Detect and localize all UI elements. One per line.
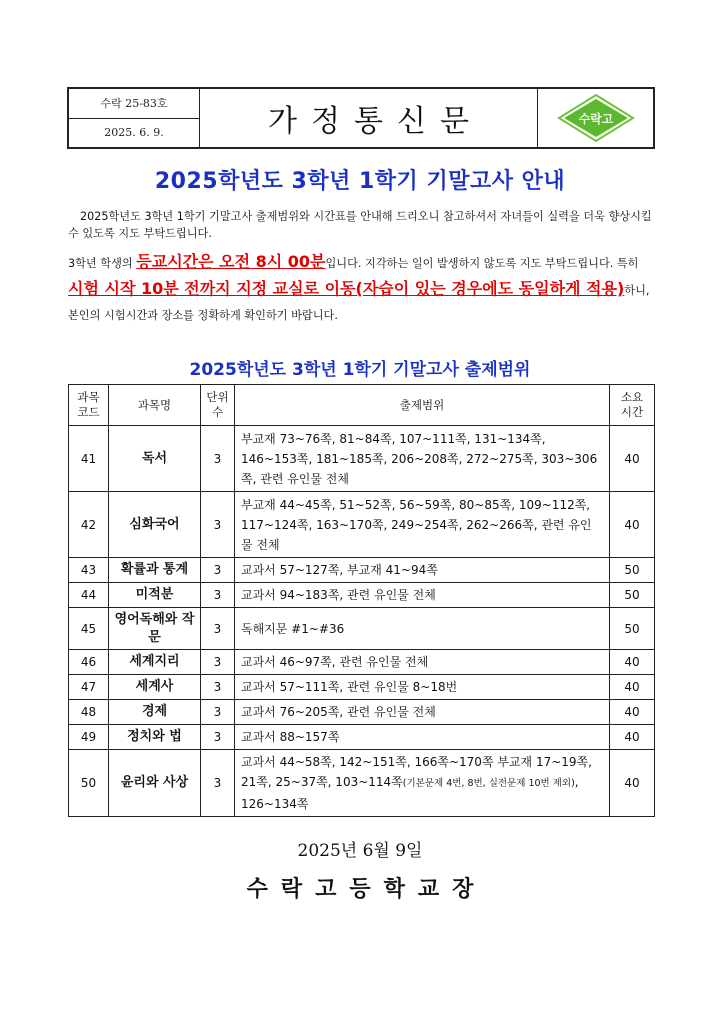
- school-logo: [538, 89, 653, 147]
- subject-code: 48: [69, 700, 109, 725]
- table-row: [69, 558, 655, 583]
- subject-code: 46: [69, 650, 109, 675]
- subject-name: 세계사: [109, 675, 201, 700]
- exam-range-text: 부교재 73~76쪽, 81~84쪽, 107~111쪽, 131~134쪽, 146~153쪽, 181~185쪽, 206~208쪽, 272~275쪽, 303~306쪽, 관련 유인물 전체: [241, 431, 598, 486]
- header-subject: 과목명: [109, 385, 201, 426]
- subject-code: 43: [69, 558, 109, 583]
- exam-duration: 50: [610, 608, 655, 650]
- subject-units: 3: [201, 750, 235, 817]
- notice-text-1: 3학년 학생의: [68, 257, 137, 270]
- table-row: [69, 492, 655, 558]
- document-header: [67, 87, 655, 149]
- table-row: [69, 650, 655, 675]
- exam-range: [235, 650, 610, 675]
- exam-duration: 50: [610, 558, 655, 583]
- exam-range: [235, 700, 610, 725]
- school-logo-icon: [557, 93, 635, 143]
- subject-code: 44: [69, 583, 109, 608]
- exam-range: [235, 426, 610, 492]
- subject-name: 영어독해와 작문: [109, 608, 201, 650]
- exam-range: [235, 750, 610, 817]
- subject-name: 윤리와 사상: [109, 750, 201, 817]
- subject-name: 확률과 통계: [109, 558, 201, 583]
- exam-duration: 40: [610, 675, 655, 700]
- principal-signature: 수락고등학교장: [246, 876, 487, 902]
- subject-units: 3: [201, 558, 235, 583]
- exam-duration: 40: [610, 492, 655, 558]
- logo-text: 수락고: [578, 112, 613, 126]
- subject-units: 3: [201, 700, 235, 725]
- table-row: [69, 426, 655, 492]
- subject-units: 3: [201, 725, 235, 750]
- issue-number: 수락 25-83호: [69, 89, 199, 119]
- exam-range: [235, 558, 610, 583]
- exam-range-text: 교과서 88~157쪽: [241, 730, 340, 744]
- subject-units: 3: [201, 492, 235, 558]
- notice-text-2: 입니다. 지각하는 일이 발생하지 않도록 지도 부탁드립니다. 특히: [325, 257, 639, 270]
- notice-paragraph: [68, 249, 656, 328]
- subject-code: 41: [69, 426, 109, 492]
- subject-units: 3: [201, 426, 235, 492]
- exam-duration: 40: [610, 750, 655, 817]
- subject-code: 45: [69, 608, 109, 650]
- subject-name: 세계지리: [109, 650, 201, 675]
- subject-code: 47: [69, 675, 109, 700]
- issue-date: 2025. 6. 9.: [104, 126, 164, 140]
- table-row: [69, 750, 655, 817]
- exam-range-text: 교과서 76~205쪽, 관련 유인물 전체: [241, 705, 436, 719]
- header-units: 단위 수: [201, 385, 235, 426]
- exam-range: [235, 725, 610, 750]
- footer-date: 2025년 6월 9일: [297, 841, 423, 861]
- exam-range: [235, 583, 610, 608]
- subject-name: 독서: [109, 426, 201, 492]
- subject-name: 심화국어: [109, 492, 201, 558]
- exam-range-note: (기본문제 4번, 8번, 실전문제 10번 제외): [402, 778, 575, 789]
- move-rule-highlight: 시험 시작 10분 전까지 지정 교실로 이동(자습이 있는 경우에도 동일하게 적용): [68, 279, 625, 298]
- exam-duration: 40: [610, 725, 655, 750]
- main-title: 2025학년도 3학년 1학기 기말고사 안내: [154, 169, 566, 194]
- exam-range-text: 교과서 57~111쪽, 관련 유인물 8~18번: [241, 680, 458, 694]
- exam-range-text: 교과서 46~97쪽, 관련 유인물 전체: [241, 655, 429, 669]
- subject-units: 3: [201, 608, 235, 650]
- exam-range-tail: , 126~134쪽: [241, 775, 579, 811]
- exam-range: [235, 492, 610, 558]
- table-row: [69, 608, 655, 650]
- subject-code: 42: [69, 492, 109, 558]
- exam-duration: 40: [610, 650, 655, 675]
- subject-units: 3: [201, 583, 235, 608]
- subject-name: 미적분: [109, 583, 201, 608]
- exam-range-text: 부교재 44~45쪽, 51~52쪽, 56~59쪽, 80~85쪽, 109~112쪽, 117~124쪽, 163~170쪽, 249~254쪽, 262~266쪽, 관련 유인물 전체: [241, 497, 592, 552]
- exam-range-text: 교과서 44~58쪽, 142~151쪽, 166쪽~170쪽 부교재 17~19쪽, 21쪽, 25~37쪽, 103~114쪽: [241, 755, 592, 789]
- subject-units: 3: [201, 650, 235, 675]
- subject-code: 50: [69, 750, 109, 817]
- exam-duration: 50: [610, 583, 655, 608]
- table-row: [69, 675, 655, 700]
- table-header-row: [69, 385, 655, 426]
- subject-units: 3: [201, 675, 235, 700]
- intro-paragraph: 2025학년도 3학년 1학기 기말고사 출제범위와 시간표를 안내해 드리오니 참고하셔서 자녀들이 실력을 더욱 향상시킬 수 있도록 지도 부탁드립니다.: [68, 210, 652, 240]
- header-range: 출제범위: [235, 385, 610, 426]
- exam-range-text: 교과서 57~127쪽, 부교재 41~94쪽: [241, 563, 438, 577]
- exam-range-title: 2025학년도 3학년 1학기 기말고사 출제범위: [189, 360, 531, 380]
- exam-duration: 40: [610, 700, 655, 725]
- notice-text-3: 하니, 본인의 시험시간과 장소를 정확하게 확인하기 바랍니다.: [68, 284, 650, 322]
- table-row: [69, 583, 655, 608]
- arrival-time-highlight: 등교시간은 오전 8시 00분: [136, 252, 326, 271]
- exam-range: [235, 675, 610, 700]
- header-code: 과목 코드: [69, 385, 109, 426]
- exam-duration: 40: [610, 426, 655, 492]
- table-row: [69, 725, 655, 750]
- document-type-title: 가정통신문: [200, 89, 538, 147]
- header-time: 소요 시간: [610, 385, 655, 426]
- table-body: [69, 426, 655, 817]
- subject-name: 정치와 법: [109, 725, 201, 750]
- header-meta: [69, 89, 200, 147]
- subject-code: 49: [69, 725, 109, 750]
- subject-name: 경제: [109, 700, 201, 725]
- table-row: [69, 700, 655, 725]
- exam-range: [235, 608, 610, 650]
- exam-range-table: [68, 384, 655, 817]
- exam-range-text: 독해지문 #1~#36: [241, 621, 345, 636]
- exam-range-text: 교과서 94~183쪽, 관련 유인물 전체: [241, 588, 436, 602]
